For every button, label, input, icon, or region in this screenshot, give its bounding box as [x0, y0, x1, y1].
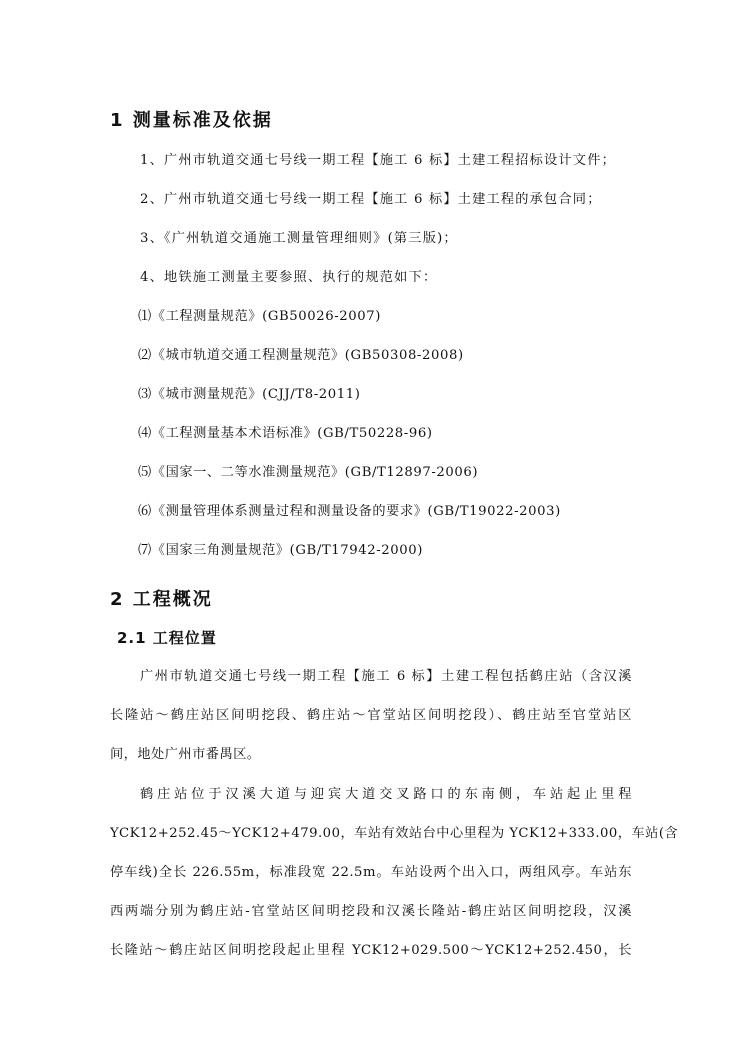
standard-ref-2: ⑵《城市轨道交通工程测量规范》(GB50308-2008) [138, 348, 464, 363]
standard-ref-7: ⑺《国家三角测量规范》(GB/T17942-2000) [138, 543, 423, 558]
basis-item-1: 1、广州市轨道交通七号线一期工程【施工 6 标】土建工程招标设计文件； [140, 153, 616, 168]
basis-item-2: 2、广州市轨道交通七号线一期工程【施工 6 标】土建工程的承包合同； [140, 192, 602, 207]
subsection-title: 2.1 工程位置 [117, 629, 217, 647]
station-para-line-2: YCK12+252.45～YCK12+479.00，车站有效站台中心里程为 YCK12+333.00，车站(含 [110, 826, 679, 841]
station-para-line-1: 鹤庄站位于汉溪大道与迎宾大道交叉路口的东南侧，车站起止里程 [140, 787, 632, 802]
section2-title: 2 工程概况 [110, 589, 213, 610]
location-para-line-1: 广州市轨道交通七号线一期工程【施工 6 标】土建工程包括鹤庄站（含汉溪 [140, 669, 632, 684]
station-para-line-3: 停车线)全长 226.55m，标准段宽 22.5m。车站设两个出入口，两组风亭。车站东 [110, 865, 632, 880]
standard-ref-4: ⑷《工程测量基本术语标准》(GB/T50228-96) [138, 426, 433, 441]
basis-item-3: 3、《广州轨道交通施工测量管理细则》(第三版)； [140, 231, 458, 246]
section1-title: 1 测量标准及依据 [110, 110, 273, 131]
station-para-line-5: 长隆站～鹤庄站区间明挖段起止里程 YCK12+029.500～YCK12+252.450，长 [110, 943, 632, 958]
standard-ref-6: ⑹《测量管理体系测量过程和测量设备的要求》(GB/T19022-2003) [138, 504, 561, 519]
location-para-line-3: 间，地处广州市番禺区。 [110, 747, 261, 762]
standard-ref-5: ⑸《国家一、二等水准测量规范》(GB/T12897-2006) [138, 465, 479, 480]
standard-ref-3: ⑶《城市测量规范》(CJJ/T8-2011) [138, 387, 361, 402]
standard-ref-1: ⑴《工程测量规范》(GB50026-2007) [138, 309, 381, 324]
location-para-line-2: 长隆站～鹤庄站区间明挖段、鹤庄站～官堂站区间明挖段）、鹤庄站至官堂站区 [110, 708, 632, 723]
station-para-line-4: 西两端分别为鹤庄站-官堂站区间明挖段和汉溪长隆站-鹤庄站区间明挖段，汉溪 [110, 904, 632, 919]
basis-item-4: 4、地铁施工测量主要参照、执行的规范如下： [140, 270, 438, 285]
